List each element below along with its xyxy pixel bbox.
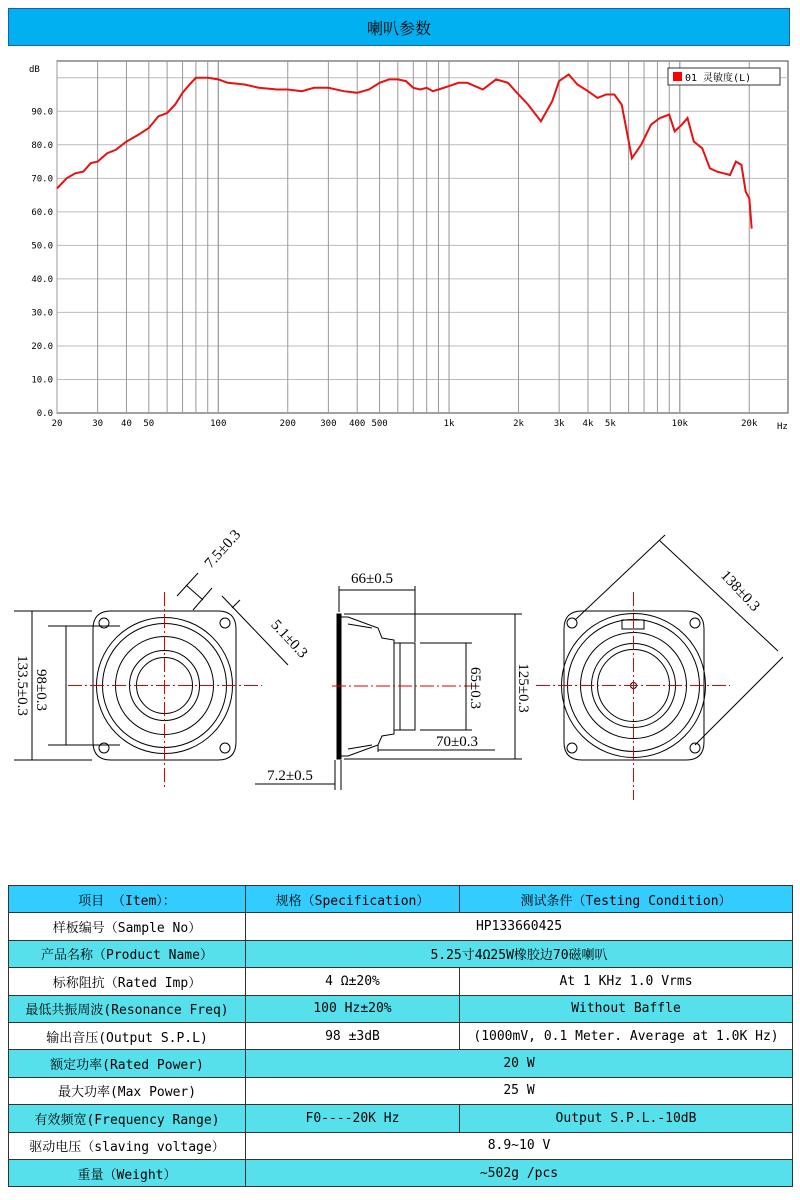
table-header-cell: 测试条件（Testing Condition） xyxy=(460,886,793,913)
table-row xyxy=(9,913,793,940)
table-row xyxy=(9,1105,793,1132)
page-title xyxy=(8,8,790,46)
x-tick-label: 1k xyxy=(443,419,455,429)
row-label: 重量（Weight） xyxy=(9,1159,246,1186)
x-tick-label: 20 xyxy=(51,419,63,429)
x-tick-label: 30 xyxy=(92,419,104,429)
dim-hole-51: 5.1±0.3 xyxy=(267,617,311,662)
table-row xyxy=(9,995,793,1022)
row-label: 产品名称（Product Name） xyxy=(9,940,246,967)
row-spec: 100 Hz±20% xyxy=(246,995,460,1022)
dim-diagonal-138: 138±0.3 xyxy=(717,567,763,615)
x-tick-label: 10k xyxy=(671,419,688,429)
x-tick-label: 500 xyxy=(371,419,388,429)
row-condition: Without Baffle xyxy=(460,995,793,1022)
row-condition: (1000mV, 0.1 Meter. Average at 1.0K Hz) xyxy=(460,1022,793,1049)
x-tick-label: 400 xyxy=(349,419,366,429)
x-tick-label: 300 xyxy=(320,419,337,429)
x-tick-label: 4k xyxy=(582,419,594,429)
y-tick-label: 20.0 xyxy=(31,341,53,352)
y-axis-label: dB xyxy=(29,65,40,75)
row-label: 额定功率(Rated Power) xyxy=(9,1050,246,1077)
x-tick-label: 5k xyxy=(604,419,616,429)
y-tick-label: 30.0 xyxy=(31,308,53,319)
table-row xyxy=(9,940,793,967)
table-row xyxy=(9,1022,793,1049)
x-axis-unit: Hz xyxy=(777,422,788,432)
row-spec: 98 ±3dB xyxy=(246,1022,460,1049)
x-tick-label: 20k xyxy=(741,419,758,429)
legend xyxy=(668,68,780,85)
table-row xyxy=(9,1050,793,1077)
table-row xyxy=(9,968,793,995)
dim-side-125: 125±0.3 xyxy=(515,663,531,713)
legend-swatch xyxy=(673,72,682,81)
dim-depth-66: 66±0.5 xyxy=(351,571,393,587)
row-spec: 25 W xyxy=(246,1077,793,1104)
dim-bore-98: 98±0.3 xyxy=(33,669,49,711)
frequency-response-chart xyxy=(0,52,800,432)
y-tick-label: 70.0 xyxy=(31,174,53,185)
row-spec: 20 W xyxy=(246,1050,793,1077)
y-tick-label: 50.0 xyxy=(31,241,53,252)
y-tick-label: 40.0 xyxy=(31,274,53,285)
row-label: 有效频宽(Frequency Range) xyxy=(9,1105,246,1132)
table-header-row xyxy=(9,886,793,913)
y-tick-label: 10.0 xyxy=(31,375,53,386)
row-spec: HP133660425 xyxy=(246,913,793,940)
x-tick-label: 3k xyxy=(553,419,565,429)
x-tick-label: 50 xyxy=(143,419,155,429)
x-tick-label: 100 xyxy=(210,419,227,429)
row-label: 标称阻抗（Rated Imp） xyxy=(9,968,246,995)
dim-flange-75: 7.5±0.3 xyxy=(201,526,245,572)
y-tick-label: 80.0 xyxy=(31,140,53,151)
table-row xyxy=(9,1159,793,1186)
row-spec: 8.9~10 V xyxy=(246,1132,793,1159)
spec-table xyxy=(8,885,793,1187)
dimension-drawing xyxy=(0,500,800,800)
dim-flange-72: 7.2±0.5 xyxy=(267,768,313,784)
row-spec: F0----20K Hz xyxy=(246,1105,460,1132)
row-condition: Output S.P.L.-10dB xyxy=(460,1105,793,1132)
row-label: 最低共振周波(Resonance Freq) xyxy=(9,995,246,1022)
dim-height-133: 133.5±0.3 xyxy=(14,655,30,716)
table-row xyxy=(9,1132,793,1159)
row-label: 驱动电压（slaving voltage） xyxy=(9,1132,246,1159)
y-tick-label: 60.0 xyxy=(31,207,53,218)
y-tick-label: 90.0 xyxy=(31,107,53,118)
row-spec: ~502g /pcs xyxy=(246,1159,793,1186)
table-header-cell: 规格（Specification） xyxy=(246,886,460,913)
x-tick-label: 40 xyxy=(121,419,132,429)
row-label: 样板编号（Sample No） xyxy=(9,913,246,940)
legend-label: 01 灵敏度(L) xyxy=(685,73,752,84)
row-label: 最大功率(Max Power) xyxy=(9,1077,246,1104)
dim-basket-70: 70±0.3 xyxy=(436,734,478,750)
table-row xyxy=(9,1077,793,1104)
page-title-text: 喇叭参数 xyxy=(366,18,431,38)
x-tick-label: 2k xyxy=(513,419,524,429)
y-tick-label: 0.0 xyxy=(36,409,53,419)
row-label: 输出音压(Output S.P.L) xyxy=(9,1022,246,1049)
row-spec: 5.25寸4Ω25W橡胶边70磁喇叭 xyxy=(246,940,793,967)
row-spec: 4 Ω±20% xyxy=(246,968,460,995)
x-tick-label: 200 xyxy=(279,419,296,429)
row-condition: At 1 KHz 1.0 Vrms xyxy=(460,968,793,995)
table-header-cell: 项目 （Item）： xyxy=(9,886,246,913)
dim-magnet-65: 65±0.3 xyxy=(467,667,483,709)
